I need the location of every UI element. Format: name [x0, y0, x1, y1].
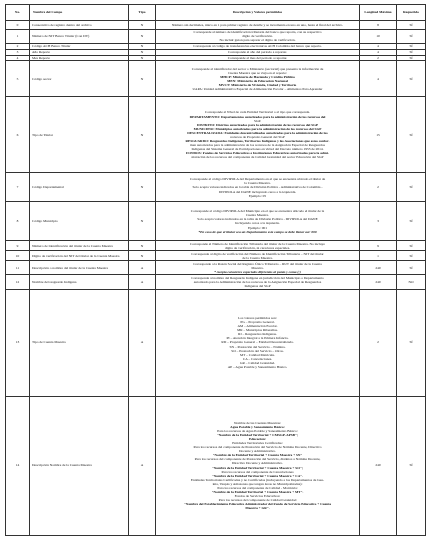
cell-max-length: 3	[360, 202, 397, 241]
cell-no: 1	[6, 29, 30, 43]
description-line: Fondos de Servicios Educativos:	[234, 494, 281, 499]
cell-field-name: Número de Identificación del titular de la Cuenta Maestra	[30, 241, 129, 251]
cell-description	[156, 289, 360, 396]
cell-max-length: 240	[360, 396, 397, 535]
cell-required: SÍ	[397, 173, 426, 202]
description-line: Maestra + GR".	[245, 506, 270, 511]
description-line: PI – Atención Integral a la Primera Infancia.	[226, 336, 289, 341]
table-row	[6, 173, 426, 202]
description-line: RD – Propósito General – Entidad Descentralizada.	[221, 340, 294, 345]
description-line: "Nombre del Establecimiento Educativo Administrador del Fondo de Servicio Educativo + Cuenta	[183, 502, 332, 507]
cell-field-name: Código Municipio	[30, 202, 129, 241]
cell-description	[156, 97, 360, 173]
cell-max-length: 240	[360, 275, 397, 289]
cell-field-name: Dígito de verificación del NIT del titular de la Cuenta Maestra	[30, 251, 129, 261]
description-line: *En caso de que el titular sea un Departamento este campo se debe llenar así: 000	[198, 229, 317, 234]
description-line: de la Cuenta Maestra.	[242, 255, 273, 260]
description-line: MR – Municipios Ribereños.	[237, 328, 278, 333]
description-line: MEN: Ministerio de Educación Nacional	[227, 78, 288, 83]
description-line: Incluyendo ceros a la izquierda.	[235, 221, 280, 226]
description-line: Número sin decimales, único en 1 para primer registro de detalle y se incrementa en uno en uno, hasta el final del archivo.	[171, 22, 344, 27]
description-line: DISTRITO: Distritos autorizados para la administración de los recursos del SGP	[196, 122, 318, 127]
description-line: "Nombre de la Entidad Territorial + CMSGP-APSB";	[216, 432, 299, 437]
cell-required: NO	[397, 275, 426, 289]
description-line: MT – Calidad Matrícula.	[240, 352, 275, 357]
description-line: men autorizados para la administración de los recursos de la Asignación Especial de Resguardos	[190, 143, 325, 148]
cell-max-length: 8	[360, 20, 397, 29]
cell-no: 9	[6, 241, 30, 251]
description-line: GR – Calidad Gratuidad.	[240, 360, 275, 365]
cell-required: SÍ	[397, 251, 426, 261]
description-line: Entidades Territoriales Certificadas y no Certificadas (incluyendo a los Departamentos de Gua-	[190, 477, 325, 482]
cell-no: 3	[6, 49, 30, 55]
description-line: Solo acepta valores indicados en la tabla de División Política - DIVIPOLA del DANE	[197, 217, 318, 222]
table-row	[6, 97, 426, 173]
description-line: Corresponde al mes del periodo a reportar.	[227, 55, 288, 60]
description-line: DEPARTAMENTO: Departamentos autorizados para la administración de los recursos del	[189, 114, 326, 119]
description-line: Para los recursos del componente de Prestación del Servicio de Nómina Docente, Directivo	[193, 445, 322, 450]
description-line: dígito de verificación, ni caracteres especiales.	[224, 245, 291, 250]
description-line: RESGUARDO: Resguardos Indígenas, Territorios Indígenas y las Asociaciones que estos confor-	[185, 139, 330, 144]
cell-required: SÍ	[397, 396, 426, 535]
description-line: Corresponde al código DIVIPOLA del Departamento en el que se encuentra ubicado el titular de	[189, 177, 326, 182]
field-spec-table	[5, 4, 426, 536]
description-line: Indígenas del Sistema General de Participaciones en virtud del Decreto número 1953 de 2014.	[191, 147, 324, 152]
description-line: Para los recursos del componente de Calidad Gratuidad	[218, 498, 297, 503]
description-line: inía, Vaupés y Amazonas que tengan áreas no Municipalizadas):	[212, 481, 303, 486]
cell-required: SÍ	[397, 202, 426, 241]
description-line: DESCENTRALIZADA: Entidades descentralizadas autorizadas para la administración de los	[187, 130, 328, 135]
cell-field-name: Descripción Nombre de la Cuenta Maestra	[30, 396, 129, 535]
description-line: Corresponde al código DIVIPOLA del Municipio en el que se encuentra ubicado el titular de la	[190, 209, 325, 214]
cell-no: 8	[6, 202, 30, 241]
description-line: Cuenta Maestra que se viaja en el reporte:	[228, 70, 287, 75]
description-line: Educación:	[249, 436, 266, 441]
cell-field-name: Nombre del resguardo Indígena	[30, 275, 129, 289]
description-line: Para los recursos de Agua Potable y Saneamiento Básico:	[217, 428, 298, 433]
cell-type: N	[129, 49, 156, 55]
description-line: No incluir guion para separar el dígito de verificación.	[219, 38, 296, 43]
cell-field-name: Código ACH Banco Titular	[30, 43, 129, 49]
cell-type: N	[129, 55, 156, 61]
description-line: MHCP: Ministerio de Hacienda y Crédito Público	[220, 74, 295, 79]
cell-required: SÍ	[397, 289, 426, 396]
description-line: * Acepta caracteres especiales diferentes al punto y coma (;)	[214, 269, 301, 274]
description-line: "Nombre de la Entidad Territorial + Cuenta Maestra + CA".	[211, 473, 304, 478]
description-line: Corresponde al Nivel de cada Entidad Territorial o al tipo que corresponda.	[204, 110, 311, 115]
cell-required: SÍ	[397, 261, 426, 275]
cell-max-length: 2	[360, 173, 397, 202]
description-line: AP – Agua Potable y Saneamiento Básico.	[227, 365, 288, 370]
description-line: autorizado para la Administración de los recursos de la Asignación Especial de Resguardos	[193, 279, 322, 284]
cell-description	[156, 275, 360, 289]
cell-type: N	[129, 29, 156, 43]
cell-no: 12	[6, 275, 30, 289]
description-line: Cuenta Maestra.	[246, 213, 269, 218]
description-line: UAPA: Unidad Administrativa Especial de Alimentación Escolar – Alimentos Para Aprender	[192, 87, 323, 92]
description-line: SGP.	[254, 118, 261, 123]
table-row	[6, 396, 426, 535]
header-no: No.	[6, 5, 30, 21]
header-max-length: Longitud Máxima	[360, 5, 397, 21]
cell-max-length: 240	[360, 261, 397, 275]
description-line: RI – Resguardos Indígenas.	[238, 332, 277, 337]
cell-no: 5	[6, 61, 30, 97]
table-row	[6, 29, 426, 43]
description-line: "Nombre de la Entidad Territorial + Cuenta Maestra + SN"	[212, 453, 303, 458]
cell-no: 7	[6, 173, 30, 202]
table-row	[6, 261, 426, 275]
description-line: PG – Propósito General.	[240, 320, 275, 325]
table-body	[6, 20, 426, 535]
cell-description	[156, 396, 360, 535]
description-line: "Nombre de la Entidad Territorial + Cuenta Maestra + MT".	[211, 490, 304, 495]
cell-no: 10	[6, 251, 30, 261]
description-line: Entidades Territoriales Certificadas:	[232, 440, 283, 445]
cell-type: N	[129, 97, 156, 173]
description-line: Nombre de las Cuentas Maestras:	[233, 420, 282, 425]
cell-field-name: Año Reporte	[30, 49, 129, 55]
cell-max-length: 2	[360, 55, 397, 61]
cell-type: A	[129, 275, 156, 289]
cell-required: SÍ	[397, 55, 426, 61]
cell-type: N	[129, 20, 156, 29]
cell-no: 4	[6, 55, 30, 61]
table-row	[6, 61, 426, 97]
cell-field-name: Consecutivo de registro dentro del archivo	[30, 20, 129, 29]
description-line: Para los recursos del componente de Calidad - Matrícula:	[217, 486, 298, 490]
description-line: Corresponde al dígito de verificación del Número de Identificación Tributaria – NIT del titular	[191, 251, 324, 256]
cell-field-name: Código sector	[30, 61, 129, 97]
cell-max-length: 15	[360, 97, 397, 173]
description-line: Indígenas del SGP	[244, 284, 271, 289]
description-line: MVCT: Ministerio de Vivienda, Ciudad y Territorio	[218, 83, 297, 88]
cell-max-length: 4	[360, 61, 397, 97]
cell-field-name: Código Departamental	[30, 173, 129, 202]
header-required: Requerido	[397, 5, 426, 21]
cell-description	[156, 251, 360, 261]
cell-required: SÍ	[397, 29, 426, 43]
header-description: Descripción y Valores permitidos	[156, 5, 360, 21]
cell-type: N	[129, 241, 156, 251]
description-line: Corresponde al código de transferencias electrónicas ACH Colombia del banco que reporta.	[193, 44, 322, 49]
description-line: Para los recursos del componente de Cancelaciones	[221, 469, 294, 474]
cell-max-length: 10	[360, 29, 397, 43]
cell-no: 6	[6, 97, 30, 173]
description-line: Ejemplo: 001	[248, 225, 267, 230]
header-type: Tipo	[129, 5, 156, 21]
description-line: Ejemplo: 05	[248, 193, 267, 198]
cell-max-length: 2	[360, 289, 397, 396]
cell-description	[156, 29, 360, 43]
cell-required: SÍ	[397, 61, 426, 97]
description-line: SO – Prestación del Servicio – Otros.	[231, 348, 284, 353]
description-line: Corresponde al año del periodo a reportar.	[228, 50, 287, 55]
description-line: dígito de verificación.	[242, 34, 273, 39]
header-field-name: Nombre del Campo	[30, 5, 129, 21]
table-row	[6, 289, 426, 396]
table-row	[6, 241, 426, 251]
cell-no: 2	[6, 43, 30, 49]
cell-type: A	[129, 289, 156, 396]
cell-required: SÍ	[397, 49, 426, 55]
cell-max-length: 4	[360, 49, 397, 55]
cell-no: 11	[6, 261, 30, 275]
cell-type: N	[129, 61, 156, 97]
cell-required: SÍ	[397, 43, 426, 49]
table-row	[6, 275, 426, 289]
description-line: Para los recursos del componente de Prestación del Servicio, distintos a Nómina Docente,	[194, 457, 321, 462]
cell-description	[156, 202, 360, 241]
cell-description	[156, 61, 360, 97]
description-line: Los valores permitidos son:	[238, 315, 277, 320]
cell-field-name: Tipo de Cuenta Maestra	[30, 289, 129, 396]
document-page	[5, 4, 425, 536]
cell-required: SÍ	[397, 97, 426, 173]
description-line: Solo acepta valores indicados en la tabla de División Política - Administrativa de Colombia -	[192, 185, 323, 190]
cell-type: N	[129, 43, 156, 49]
cell-description	[156, 241, 360, 251]
cell-type: N	[129, 173, 156, 202]
cell-type: N	[129, 251, 156, 261]
description-line: recursos de Propósito General del SGP	[230, 134, 285, 139]
description-line: Corresponde a la Razón Social del Registro Único Tributario – RUT del titular de la Cuenta	[193, 261, 322, 266]
table-header-row	[6, 5, 426, 21]
cell-max-length: 4	[360, 43, 397, 49]
cell-type: A	[129, 396, 156, 535]
cell-type: A	[129, 261, 156, 275]
cell-description	[156, 20, 360, 29]
description-line: Corresponde al nombre del Resguardo Indígena en jurisdicción del Municipio o Departamento	[191, 275, 324, 280]
description-line: la Cuenta Maestra.	[244, 181, 271, 186]
cell-field-name: Número de NIT Banco Titular (Con DV)	[30, 29, 129, 43]
cell-description	[156, 261, 360, 275]
cell-field-name: Mes Reporte	[30, 55, 129, 61]
table-row	[6, 202, 426, 241]
description-line: nistración de los recursos del componente de Calidad Gratuidad del sector Educación del SGP	[191, 155, 324, 160]
cell-description	[156, 173, 360, 202]
description-line: CA – Cancelaciones.	[242, 356, 273, 361]
description-line: SN – Prestación del Servicio – Nómina.	[229, 344, 286, 349]
description-line: Maestra.	[251, 265, 264, 270]
cell-no: 13	[6, 289, 30, 396]
cell-field-name: Descripción o nombre del titular de la Cuenta Maestra	[30, 261, 129, 275]
table-row	[6, 251, 426, 261]
cell-field-name: Tipo de Titular	[30, 97, 129, 173]
description-line: Directivo Docente y Administrativo.	[231, 461, 284, 466]
description-line: DIVIPOLA del DANE incluyendo ceros a la izquierda.	[218, 189, 297, 194]
cell-max-length: 1	[360, 251, 397, 261]
cell-required: SÍ	[397, 20, 426, 29]
cell-max-length: 9	[360, 241, 397, 251]
table-row	[6, 20, 426, 29]
description-line: Docente y Administrativo.	[238, 449, 277, 454]
cell-type: N	[129, 202, 156, 241]
cell-required: SÍ	[397, 241, 426, 251]
cell-no: 14	[6, 396, 30, 535]
description-line: Corresponde al identificador del sector o Ministerio (sectorial) que presenta la información de	[191, 66, 324, 71]
description-line: Agua Potable y Saneamiento Básico:	[230, 424, 285, 429]
cell-no: 0	[6, 20, 30, 29]
description-line: AM – Alimentación Escolar.	[237, 324, 278, 329]
description-line: Corresponde al número de identificación tributaria del banco que reporta, con su respectivo	[193, 30, 322, 35]
description-line: Corresponde al Número de Identificación Tributaria del titular de la Cuenta Maestra. No incluye	[190, 241, 325, 246]
description-line: "Nombre de la Entidad Territorial + Cuenta Maestra + SO";	[211, 465, 304, 470]
description-line: MUNICIPIO: Municipios autorizados para la administración de los recursos del SGP	[193, 126, 322, 131]
description-line: FONDOS: Fondos de Servicios Educativos e Instituciones Educativas autorizadas para la admi-	[186, 151, 329, 156]
